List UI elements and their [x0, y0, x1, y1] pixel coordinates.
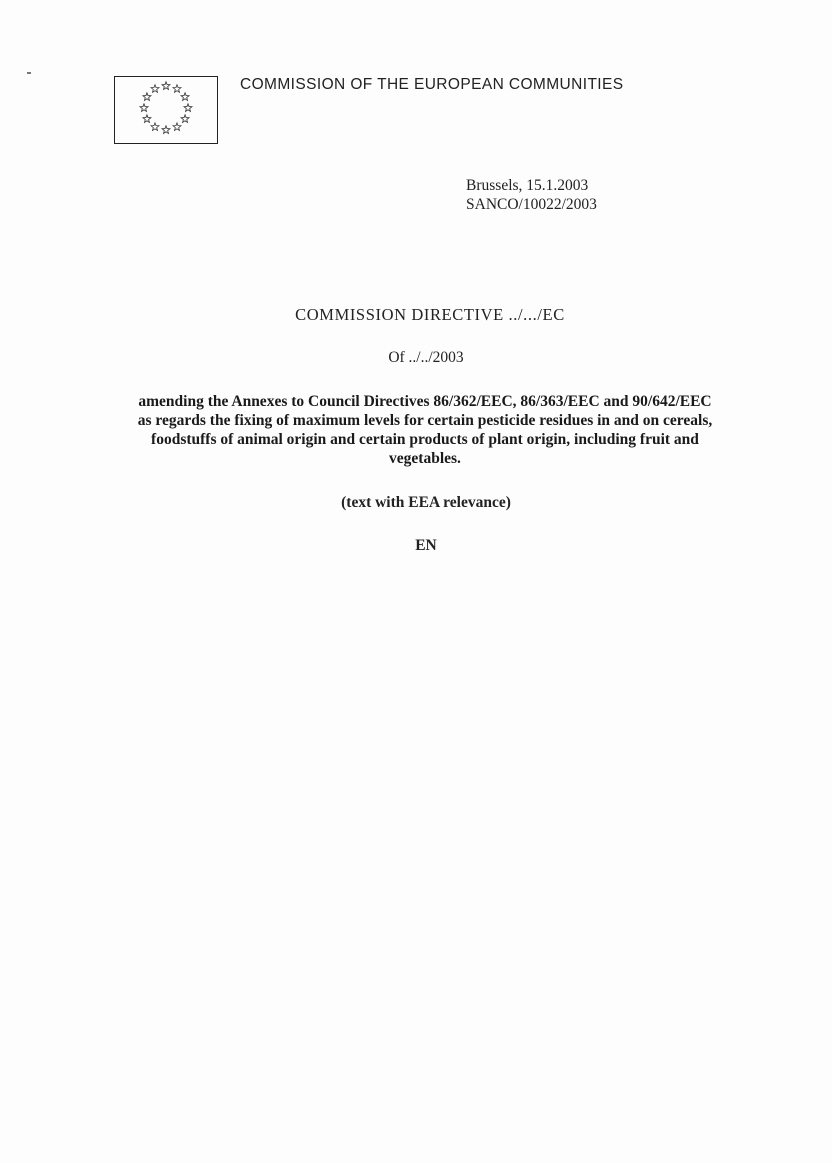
subject-line: as regards the fixing of maximum levels for certain pesticide residues in and on cereals,	[137, 412, 713, 429]
scan-mark	[27, 72, 31, 74]
document-meta	[466, 176, 597, 214]
language-code: EN	[415, 537, 437, 554]
subject-line: vegetables.	[389, 450, 461, 467]
eu-emblem-box	[114, 76, 218, 144]
star-icon	[162, 82, 170, 90]
star-icon	[184, 104, 192, 112]
subject-line: amending the Annexes to Council Directives 86/362/EEC, 86/363/EEC and 90/642/EEC	[138, 393, 712, 410]
directive-subject	[110, 392, 740, 468]
star-icon	[151, 123, 159, 131]
star-icon	[143, 93, 151, 101]
star-icon	[173, 85, 181, 93]
place-date: Brussels, 15.1.2003	[466, 177, 589, 194]
star-icon	[181, 115, 189, 123]
directive-date: Of ../../2003	[388, 349, 464, 366]
subject-line: foodstuffs of animal origin and certain products of plant origin, including fruit and	[151, 431, 699, 448]
star-icon	[162, 126, 170, 134]
eea-relevance-note: (text with EEA relevance)	[341, 494, 511, 511]
reference-number: SANCO/10022/2003	[466, 196, 597, 213]
eu-circle-of-stars-icon	[115, 77, 217, 143]
star-icon	[151, 85, 159, 93]
organisation-name: COMMISSION OF THE EUROPEAN COMMUNITIES	[240, 76, 624, 93]
star-icon	[143, 115, 151, 123]
star-icon	[140, 104, 148, 112]
star-icon	[181, 93, 189, 101]
directive-title: COMMISSION DIRECTIVE ../.../EC	[295, 305, 565, 324]
star-icon	[173, 123, 181, 131]
